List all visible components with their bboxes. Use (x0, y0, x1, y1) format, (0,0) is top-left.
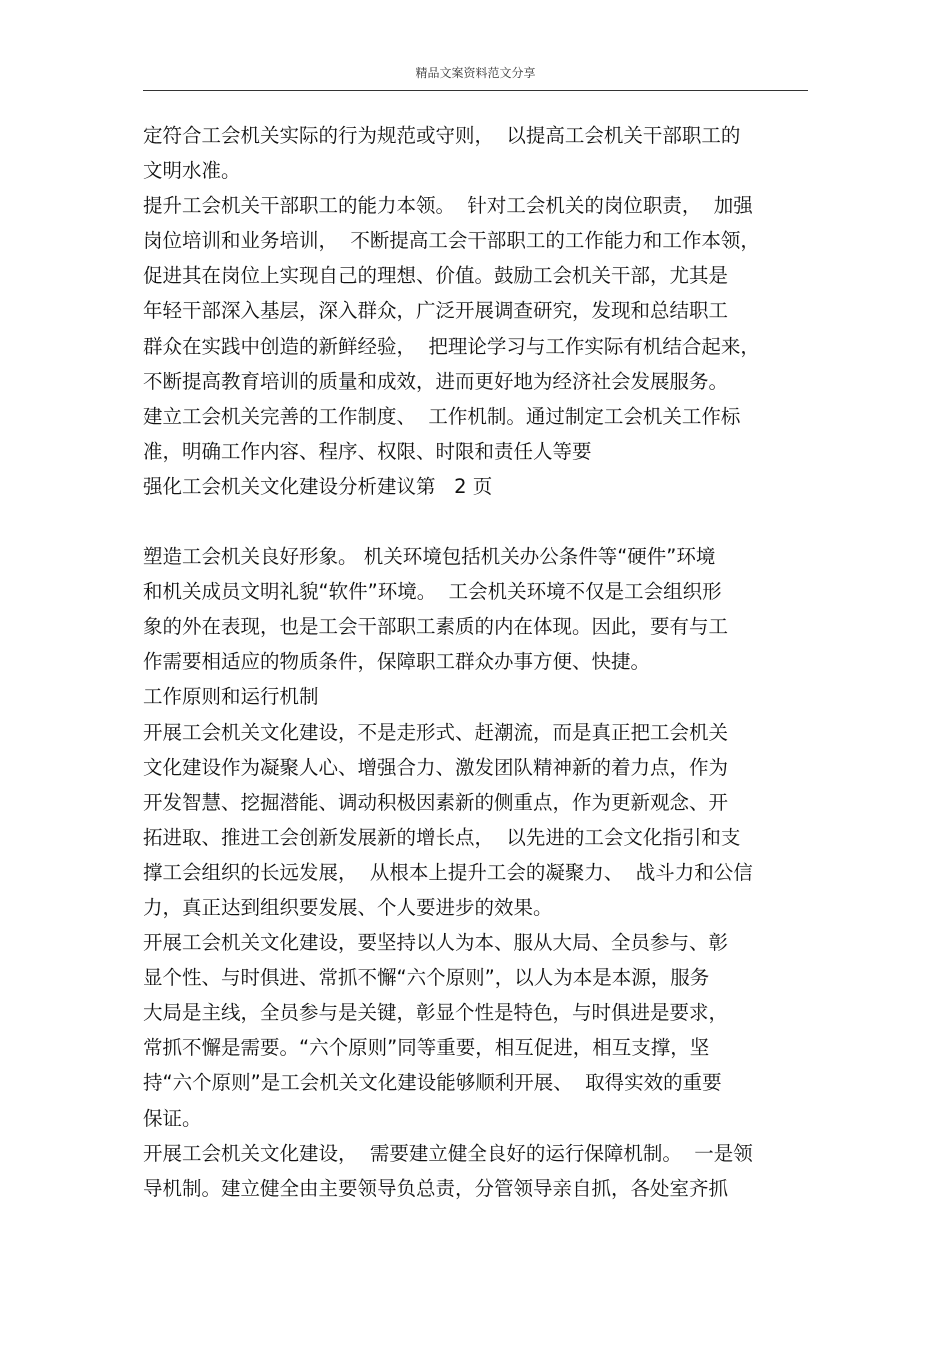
header-title: 精品文案资料范文分享 (415, 66, 536, 80)
text-line: 建立工会机关完善的工作制度、 工作机制。通过制定工会机关工作标 (143, 404, 741, 428)
text-line: 促进其在岗位上实现自己的理想、价值。鼓励工会机关干部，尤其是 (143, 264, 729, 288)
text-line: 不断提高教育培训的质量和成效，进而更好地为经济社会发展服务。 (143, 369, 729, 393)
text-line: 开展工会机关文化建设，不是走形式、赶潮流，而是真正把工会机关 (143, 720, 729, 744)
text-line: 作需要相适应的物质条件，保障职工群众办事方便、快捷。 (143, 650, 651, 674)
text-line: 文化建设作为凝聚人心、增强合力、激发团队精神新的着力点，作为 (143, 755, 729, 779)
section-heading: 工作原则和运行机制 (143, 685, 319, 709)
text-line: 显个性、与时俱进、常抓不懈“六个原则”，以人为本是本源，服务 (143, 966, 710, 990)
text-line: 开展工会机关文化建设，要坚持以人为本、服从大局、全员参与、彰 (143, 931, 729, 955)
text-line: 保证。 (143, 1106, 202, 1130)
text-line: 常抓不懈是需要。“六个原则”同等重要，相互促进，相互支撑，坚 (143, 1036, 710, 1060)
text-line: 岗位培训和业务培训， 不断提高工会干部职工的工作能力和工作本领， (143, 229, 760, 253)
text-line: 提升工会机关干部职工的能力本领。 针对工会机关的岗位职责， 加强 (143, 194, 753, 218)
text-line: 拓进取、推进工会创新发展新的增长点， 以先进的工会文化指引和支 (143, 825, 741, 849)
page-header (143, 64, 808, 91)
text-line: 定符合工会机关实际的行为规范或守则， 以提高工会机关干部职工的 (143, 124, 741, 147)
text-line: 象的外在表现，也是工会干部职工素质的内在体现。因此，要有与工 (143, 615, 729, 639)
text-line: 撑工会组织的长远发展， 从根本上提升工会的凝聚力、 战斗力和公信 (143, 860, 753, 884)
text-line: 准，明确工作内容、程序、权限、时限和责任人等要 (143, 439, 592, 463)
document-body (143, 118, 823, 1206)
page-break (143, 504, 823, 539)
text-line: 大局是主线，全员参与是关键，彰显个性是特色，与时俱进是要求， (143, 1001, 729, 1025)
text-line: 力，真正达到组织要发展、个人要进步的效果。 (143, 895, 553, 919)
text-line: 开展工会机关文化建设， 需要建立健全良好的运行保障机制。 一是领 (143, 1141, 753, 1165)
page-footer-label: 强化工会机关文化建设分析建议第 2 页 (143, 474, 493, 498)
text-line: 导机制。建立健全由主要领导负总责，分管领导亲自抓，各处室齐抓 (143, 1176, 729, 1200)
text-line: 文明水准。 (143, 159, 241, 183)
text-line: 年轻干部深入基层，深入群众，广泛开展调查研究，发现和总结职工 (143, 299, 729, 323)
text-line: 塑造工会机关良好形象。 机关环境包括机关办公条件等“硬件”环境 (143, 545, 716, 569)
text-line: 和机关成员文明礼貌“软件”环境。 工会机关环境不仅是工会组织形 (143, 580, 722, 604)
text-line: 持“六个原则”是工会机关文化建设能够顺利开展、 取得实效的重要 (143, 1071, 722, 1095)
text-line: 开发智慧、挖掘潜能、调动积极因素新的侧重点，作为更新观念、开 (143, 790, 729, 814)
text-line: 群众在实践中创造的新鲜经验， 把理论学习与工作实际有机结合起来， (143, 334, 760, 358)
